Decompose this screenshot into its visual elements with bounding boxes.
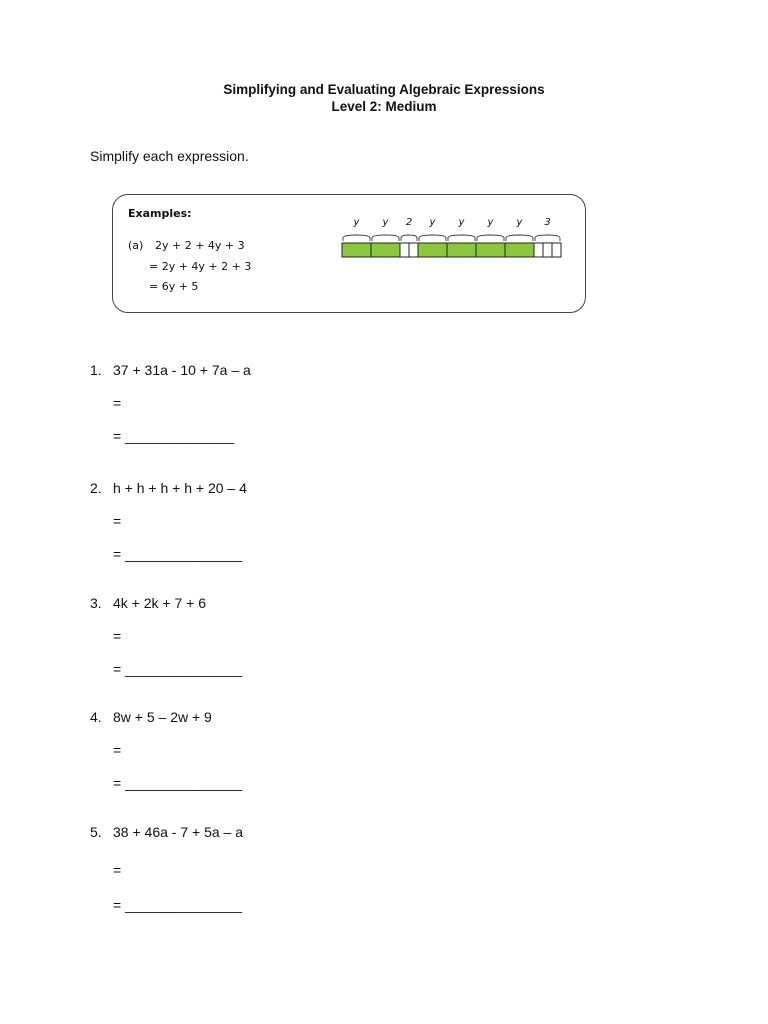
answer-line[interactable]: = _______________ (113, 661, 242, 677)
variable-block (342, 243, 371, 257)
variable-block (505, 243, 534, 257)
variable-block (418, 243, 447, 257)
examples-heading: Examples: (128, 207, 192, 220)
worksheet-level: Level 2: Medium (331, 99, 437, 114)
problem-expression: 4k + 2k + 7 + 6 (113, 595, 207, 611)
bar-label: 2 (405, 217, 413, 228)
unit-block (534, 243, 543, 257)
unit-block (552, 243, 561, 257)
problem-expression: h + h + h + h + 20 – 4 (113, 480, 247, 496)
variable-block (447, 243, 476, 257)
bar-label: y (487, 217, 494, 228)
bar-label: y (382, 217, 389, 228)
bar-model-diagram (113, 195, 587, 314)
answer-line[interactable]: = _______________ (113, 897, 242, 913)
instruction-text: Simplify each expression. (90, 148, 249, 164)
problem-expression: 37 + 31a - 10 + 7a – a (113, 362, 251, 378)
bar-label: y (429, 217, 436, 228)
brace-mark (343, 235, 370, 241)
unit-block (409, 243, 418, 257)
work-line-1[interactable]: = (113, 395, 122, 411)
bar-label: 3 (544, 217, 551, 228)
problem-number: 3. (90, 595, 102, 611)
brace-mark (506, 235, 533, 241)
problem-number: 2. (90, 480, 102, 496)
answer-line[interactable]: = _______________ (113, 775, 242, 791)
answer-line[interactable]: = _______________ (113, 546, 242, 562)
problem-number: 1. (90, 362, 102, 378)
problem-expression: 38 + 46a - 7 + 5a – a (113, 824, 243, 840)
worksheet-title: Simplifying and Evaluating Algebraic Expressions (223, 82, 545, 97)
brace-mark (535, 235, 560, 241)
example-line-1: 2y + 2 + 4y + 3 (155, 239, 245, 252)
example-line-2: = 2y + 4y + 2 + 3 (149, 260, 252, 273)
variable-block (371, 243, 400, 257)
work-line-1[interactable]: = (113, 513, 122, 529)
problem-expression: 8w + 5 – 2w + 9 (113, 709, 212, 725)
brace-mark (448, 235, 475, 241)
examples-box (112, 194, 586, 313)
brace-mark (419, 235, 446, 241)
bar-label: y (353, 217, 360, 228)
problem-number: 5. (90, 824, 102, 840)
bar-label: y (458, 217, 465, 228)
variable-block (476, 243, 505, 257)
work-line-1[interactable]: = (113, 742, 122, 758)
unit-block (400, 243, 409, 257)
brace-mark (477, 235, 504, 241)
example-label: (a) (128, 239, 144, 252)
brace-mark (401, 235, 417, 241)
problem-number: 4. (90, 709, 102, 725)
answer-line[interactable]: = ______________ (113, 428, 235, 444)
brace-mark (372, 235, 399, 241)
work-line-1[interactable]: = (113, 862, 122, 878)
example-line-3: = 6y + 5 (149, 280, 199, 293)
unit-block (543, 243, 552, 257)
bar-label: y (516, 217, 523, 228)
work-line-1[interactable]: = (113, 628, 122, 644)
